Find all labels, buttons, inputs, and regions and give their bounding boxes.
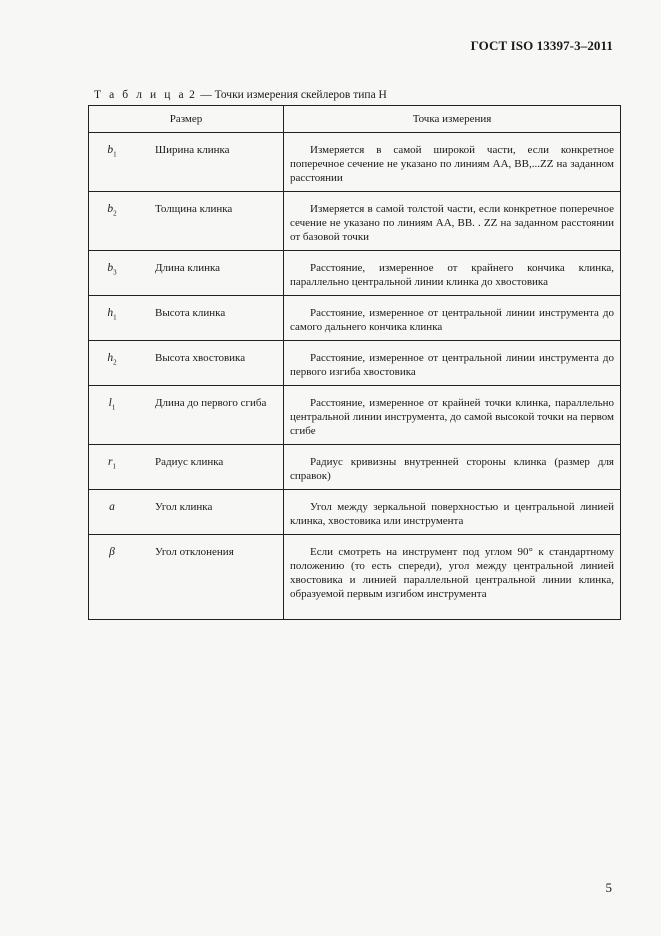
dimension-symbol-letter: h <box>107 307 114 319</box>
table-row <box>89 251 621 296</box>
size-cell <box>89 445 284 490</box>
dimension-symbol <box>89 545 135 563</box>
size-cell <box>89 133 284 192</box>
measurement-point-cell <box>284 386 621 445</box>
document-standard-header: ГОСТ ISO 13397-3–2011 <box>470 38 613 53</box>
measurement-point-description: Расстояние, измеренное от центральной линии инструмента до первого изгиба хвостовика <box>290 352 614 378</box>
dimension-symbol <box>89 455 135 473</box>
measurement-point-description: Радиус кривизны внутренней стороны клинка (размер для справок) <box>290 456 614 482</box>
measurement-points-table <box>88 105 621 620</box>
dimension-symbol-letter: b <box>107 144 114 156</box>
dimension-symbol <box>89 261 135 279</box>
measurement-point-cell <box>284 341 621 386</box>
table-caption-title: — Точки измерения скейлеров типа Н <box>200 89 387 101</box>
dimension-name: Угол отклонения <box>155 546 234 558</box>
dimension-symbol-letter: r <box>108 456 113 468</box>
dimension-symbol <box>89 143 135 161</box>
measurement-point-cell <box>284 192 621 251</box>
dimension-symbol-index: 2 <box>113 209 117 218</box>
dimension-name: Толщина клинка <box>155 203 233 215</box>
measurement-point-cell <box>284 133 621 192</box>
size-cell <box>89 251 284 296</box>
table-row <box>89 341 621 386</box>
size-cell <box>89 490 284 535</box>
measurement-point-description: Расстояние, измеренное от крайней точки клинка, параллельно центральной линии инструмента, до самой высокой точки на первом сгибе <box>290 397 614 437</box>
dimension-symbol-letter: β <box>109 546 115 558</box>
dimension-symbol <box>89 202 135 220</box>
table-caption <box>94 89 387 101</box>
dimension-symbol <box>89 396 135 414</box>
dimension-symbol-index: 2 <box>113 358 117 367</box>
measurement-point-cell <box>284 445 621 490</box>
header-measurement-point: Точка измерения <box>284 106 621 133</box>
dimension-symbol-index: 1 <box>113 313 117 322</box>
dimension-symbol-letter: a <box>109 501 115 513</box>
dimension-name: Угол клинка <box>155 501 213 513</box>
dimension-symbol-index: 1 <box>112 462 116 471</box>
dimension-name: Высота хвостовика <box>155 352 246 364</box>
size-cell <box>89 192 284 251</box>
table-row <box>89 535 621 620</box>
table-caption-number: 2 <box>189 89 198 101</box>
measurement-point-description: Угол между зеркальной поверхностью и центральной линией клинка, хвостовика или инструмента <box>290 501 614 527</box>
dimension-symbol-letter: h <box>107 352 114 364</box>
measurement-point-cell <box>284 296 621 341</box>
size-cell <box>89 386 284 445</box>
measurement-point-description: Измеряется в самой широкой части, если конкретное поперечное сечение не указано по линиям АА, ВВ,...ZZ на заданном расстоянии <box>290 144 614 184</box>
dimension-symbol-letter: b <box>107 203 114 215</box>
dimension-symbol-index: 1 <box>113 150 117 159</box>
table-row <box>89 296 621 341</box>
measurement-point-description: Измеряется в самой толстой части, если конкретное поперечное сечение не указано по линиям АА, ВВ. . ZZ на заданном расстоянии от базовой точки <box>290 203 614 243</box>
dimension-symbol <box>89 306 135 324</box>
dimension-symbol-letter: b <box>107 262 114 274</box>
table-row <box>89 133 621 192</box>
table-row <box>89 386 621 445</box>
measurement-point-cell <box>284 535 621 620</box>
dimension-name: Ширина клинка <box>155 144 230 156</box>
table-row <box>89 192 621 251</box>
dimension-symbol <box>89 351 135 369</box>
dimension-symbol-index: 1 <box>111 403 116 412</box>
dimension-symbol <box>89 500 135 518</box>
measurement-point-description: Расстояние, измеренное от центральной линии инструмента до самого дальнего кончика клинка <box>290 307 614 333</box>
table-row <box>89 445 621 490</box>
dimension-name: Высота клинка <box>155 307 226 319</box>
size-cell <box>89 535 284 620</box>
measurement-point-description: Если смотреть на инструмент под углом 90° к стандартному положению (то есть спереди), угол между центральной линией хвостовика и линией параллельной центральной линии клинка, образуемой первым изгибом инструмента <box>290 546 614 600</box>
table-header-row <box>89 106 621 133</box>
dimension-name: Длина клинка <box>155 262 221 274</box>
dimension-name: Радиус клинка <box>155 456 224 468</box>
dimension-symbol-index: 3 <box>113 268 117 277</box>
measurement-point-cell <box>284 251 621 296</box>
measurement-point-cell <box>284 490 621 535</box>
dimension-symbol-letter: l <box>108 397 112 409</box>
measurement-point-description: Расстояние, измеренное от крайнего кончика клинка, параллельно центральной линии клинка до хвостовика <box>290 262 614 288</box>
header-size: Размер <box>89 106 284 133</box>
page-number: 5 <box>605 880 612 895</box>
size-cell <box>89 341 284 386</box>
dimension-name: Длина до первого сгиба <box>155 397 267 409</box>
size-cell <box>89 296 284 341</box>
table-caption-label: Т а б л и ц а <box>94 89 187 101</box>
table-row <box>89 490 621 535</box>
